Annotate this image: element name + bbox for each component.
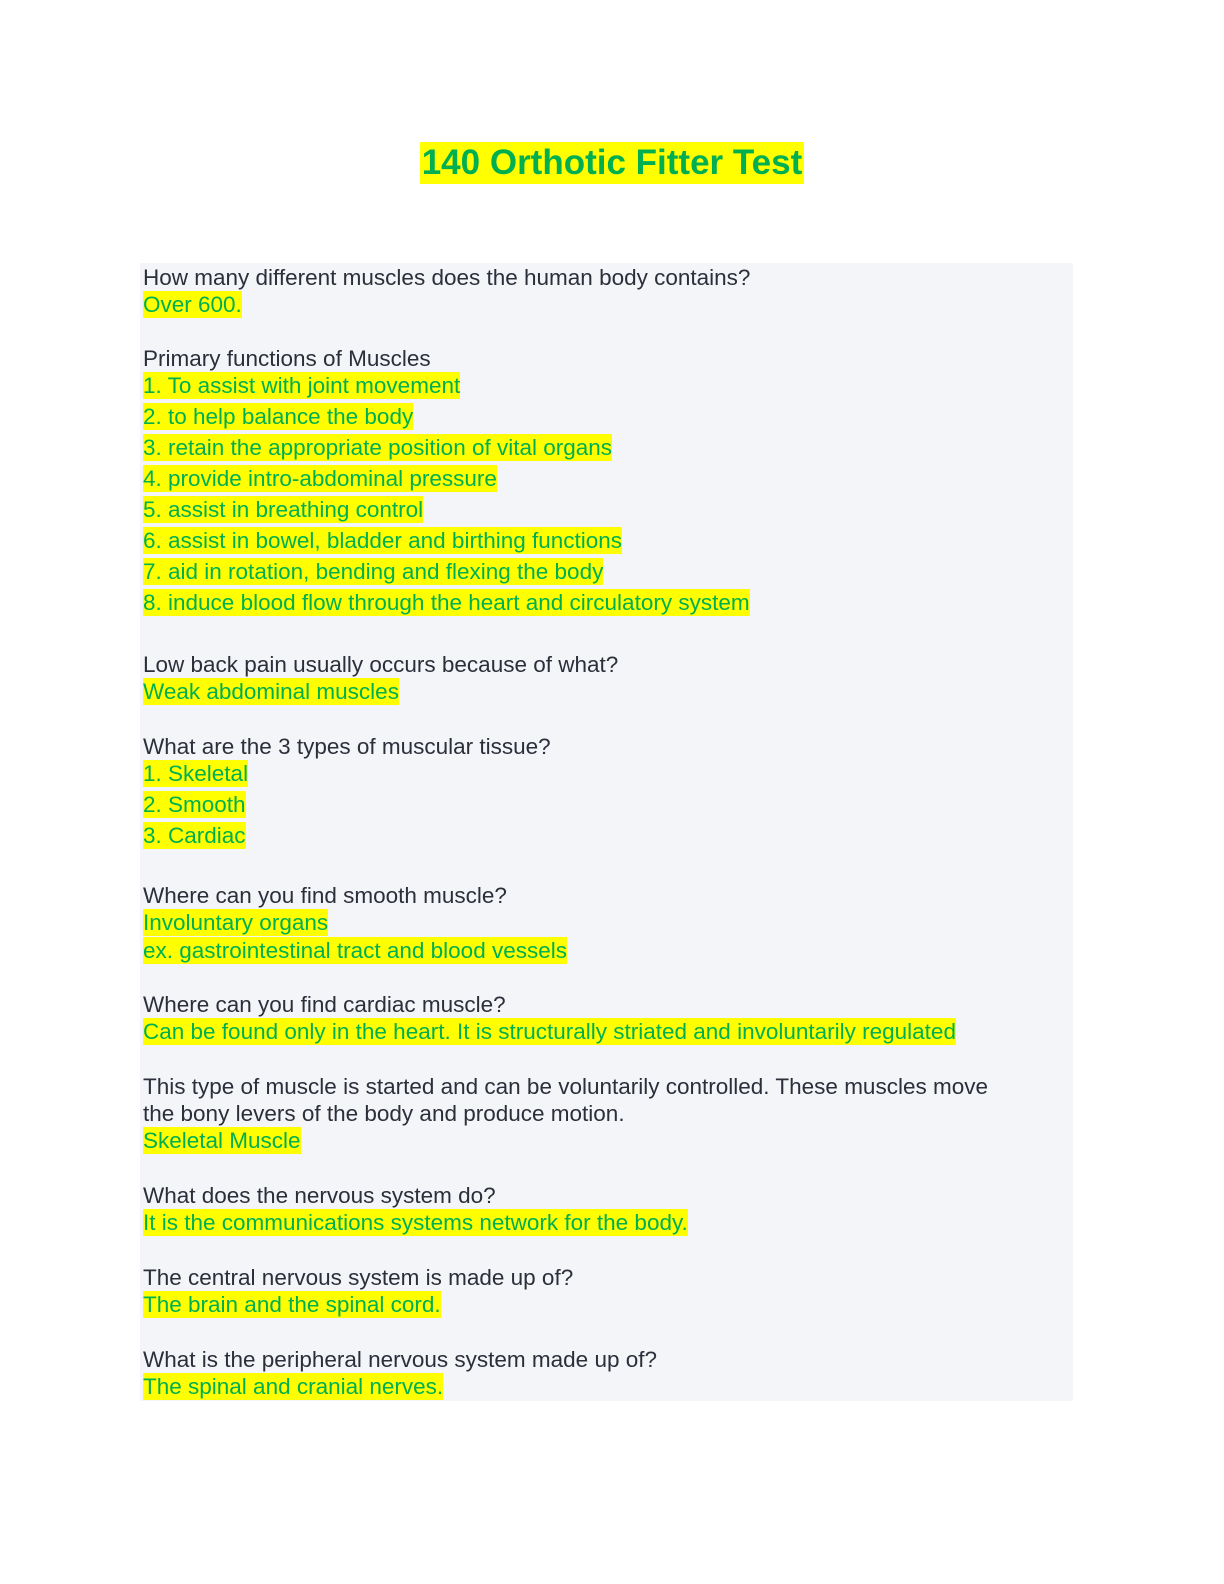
answer: ex. gastrointestinal tract and blood vessels — [143, 938, 567, 963]
content-panel — [140, 263, 1073, 1401]
qa-item-nervous-system — [143, 1182, 1053, 1236]
question: What are the 3 types of muscular tissue? — [143, 734, 551, 759]
answer: 2. to help balance the body — [143, 404, 414, 429]
qa-item-central-nervous-system — [143, 1264, 1053, 1318]
question: What does the nervous system do? — [143, 1183, 496, 1208]
answer: 3. Cardiac — [143, 823, 246, 848]
question-line: the bony levers of the body and produce motion. — [143, 1101, 625, 1126]
answer: The spinal and cranial nerves. — [143, 1374, 444, 1399]
answer: 2. Smooth — [143, 792, 246, 817]
page-title: 140 Orthotic Fitter Test — [421, 143, 803, 182]
answer: The brain and the spinal cord. — [143, 1292, 441, 1317]
question: The central nervous system is made up of? — [143, 1265, 574, 1290]
qa-item-peripheral-nervous-system — [143, 1346, 1053, 1400]
answer: 6. assist in bowel, bladder and birthing functions — [143, 528, 623, 553]
answer: Can be found only in the heart. It is structurally striated and involuntarily regulated — [143, 1019, 956, 1044]
answer: 1. Skeletal — [143, 761, 249, 786]
answer: 7. aid in rotation, bending and flexing the body — [143, 559, 604, 584]
question: Primary functions of Muscles — [143, 346, 431, 371]
answer: Skeletal Muscle — [143, 1128, 301, 1153]
answer: 5. assist in breathing control — [143, 497, 424, 522]
answer: Weak abdominal muscles — [143, 679, 399, 704]
question: Where can you find cardiac muscle? — [143, 992, 506, 1017]
qa-item-skeletal-muscle — [143, 1073, 1053, 1154]
answer: It is the communications systems network for the body. — [143, 1210, 688, 1235]
question: Where can you find smooth muscle? — [143, 883, 507, 908]
answer: Involuntary organs — [143, 910, 329, 935]
page-title-wrap — [0, 142, 1224, 184]
answer: Over 600. — [143, 292, 242, 317]
qa-item-muscle-tissue-types — [143, 733, 1053, 853]
answer: 3. retain the appropriate position of vital organs — [143, 435, 613, 460]
answer: 4. provide intro-abdominal pressure — [143, 466, 497, 491]
question: What is the peripheral nervous system made up of? — [143, 1347, 658, 1372]
question: Low back pain usually occurs because of what? — [143, 652, 619, 677]
answer: 1. To assist with joint movement — [143, 373, 461, 398]
question-line: This type of muscle is started and can be voluntarily controlled. These muscles move — [143, 1074, 988, 1099]
qa-item-muscle-count — [143, 264, 1053, 318]
qa-item-low-back-pain — [143, 651, 1053, 705]
answer: 8. induce blood flow through the heart and circulatory system — [143, 590, 750, 615]
question: How many different muscles does the human body contains? — [143, 265, 751, 290]
qa-item-cardiac-muscle — [143, 991, 1053, 1045]
qa-item-muscle-functions — [143, 345, 1053, 620]
qa-item-smooth-muscle — [143, 882, 1053, 965]
